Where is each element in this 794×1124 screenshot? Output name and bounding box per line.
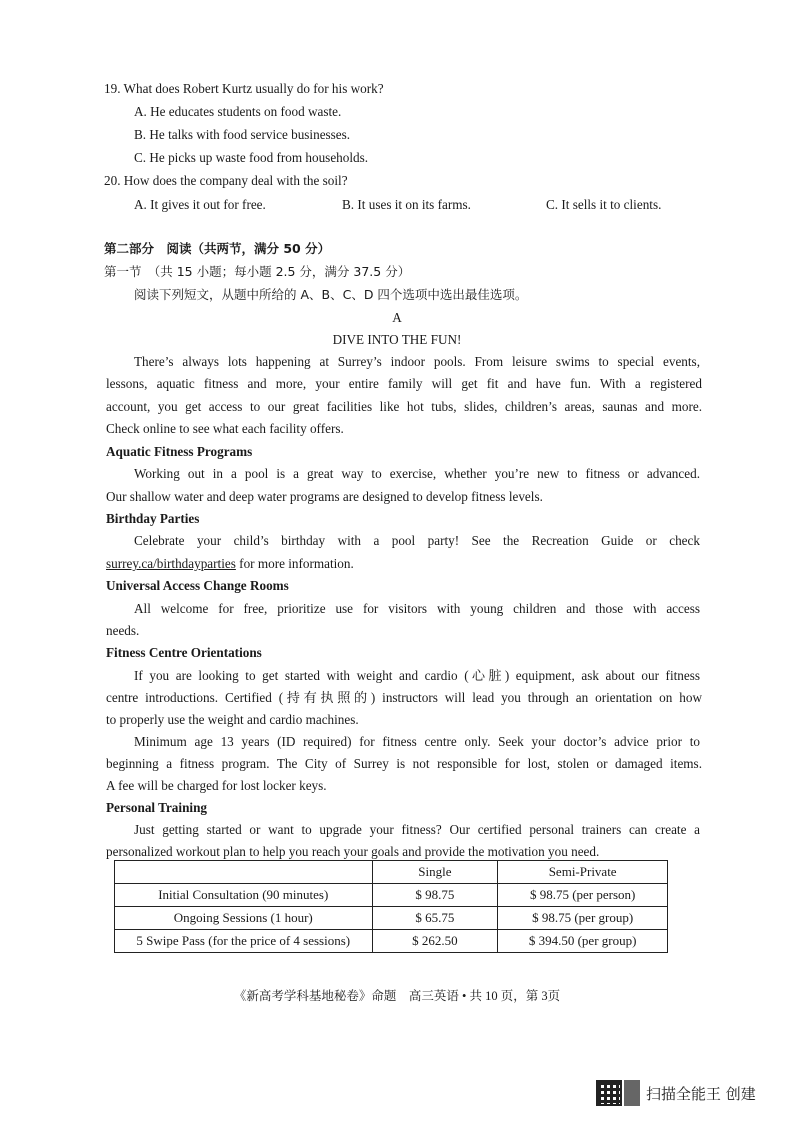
paragraph-line: to properly use the weight and cardio machines. (106, 712, 359, 727)
table-cell: $ 394.50 (per group) (498, 930, 668, 953)
option: C. It sells it to clients. (546, 197, 662, 212)
intro-line: lessons, aquatic fitness and more, your entire family will get fit and have fun. With a registered (106, 376, 702, 391)
option: B. It uses it on its farms. (342, 197, 471, 212)
birthday-link[interactable]: surrey.ca/birthdayparties (106, 556, 236, 571)
question-19 (104, 80, 384, 98)
part-title: 第二部分 阅读（共两节，满分 50 分） (104, 241, 331, 256)
table-header-row (115, 861, 668, 884)
watermark-text: 扫描全能王 创建 (646, 1084, 756, 1103)
table-cell: Initial Consultation (90 minutes) (115, 884, 373, 907)
question-text: What does Robert Kurtz usually do for his work? (123, 81, 384, 96)
paragraph-line: Our shallow water and deep water programs are designed to develop fitness levels. (106, 489, 543, 504)
table-cell: $ 262.50 (372, 930, 498, 953)
option: B. He talks with food service businesses. (134, 127, 351, 142)
paragraph-line: All welcome for free, prioritize use for visitors with young children and those with access (134, 601, 700, 616)
passage-title: DIVE INTO THE FUN! (332, 332, 462, 347)
option: A. It gives it out for free. (134, 197, 266, 212)
section-heading: Fitness Centre Orientations (106, 645, 262, 660)
paragraph-line: needs. (106, 623, 140, 638)
table-row (115, 907, 668, 930)
option: C. He picks up waste food from households. (134, 150, 369, 165)
qr-code-icon (596, 1080, 622, 1106)
intro-line: Check online to see what each facility offers. (106, 421, 344, 436)
question-number: 19. (104, 81, 121, 96)
scanner-watermark (596, 1078, 756, 1108)
paragraph-line: Celebrate your child’s birthday with a pool party! See the Recreation Guide or check (134, 533, 700, 548)
question-number: 20. (104, 173, 121, 188)
paragraph-line: beginning a fitness program. The City of Surrey is not responsible for lost, stolen or damaged items. (106, 756, 702, 771)
question-20 (104, 172, 348, 190)
table-cell: $ 98.75 (372, 884, 498, 907)
table-header (115, 861, 373, 884)
option: A. He educates students on food waste. (134, 104, 342, 119)
paragraph-line: personalized workout plan to help you reach your goals and provide the motivation you need. (106, 844, 600, 859)
app-badge-icon (624, 1080, 640, 1106)
section-heading: Birthday Parties (106, 511, 200, 526)
paragraph-line: A fee will be charged for lost locker keys. (106, 778, 327, 793)
page-footer: 《新高考学科基地秘卷》命题 高三英语 • 共 10 页，第 3页 (233, 989, 561, 1003)
subsection-title: 第一节 （共 15 小题；每小题 2.5 分，满分 37.5 分） (104, 264, 411, 279)
section-heading: Universal Access Change Rooms (106, 578, 289, 593)
paragraph-line (106, 555, 354, 573)
question-text: How does the company deal with the soil? (123, 173, 348, 188)
table-cell: $ 98.75 (per person) (498, 884, 668, 907)
table-cell: 5 Swipe Pass (for the price of 4 sessions) (115, 930, 373, 953)
passage-letter: A (392, 310, 402, 325)
fee-table (114, 860, 668, 953)
instruction: 阅读下列短文，从题中所给的 A、B、C、D 四个选项中选出最佳选项。 (134, 287, 528, 302)
link-suffix: for more information. (235, 556, 354, 571)
paragraph-line: centre introductions. Certified (持有执照的) instructors will lead you through an orientation on how (106, 690, 702, 705)
table-cell: $ 98.75 (per group) (498, 907, 668, 930)
intro-line: There’s always lots happening at Surrey’s indoor pools. From leisure swims to special events, (134, 354, 700, 369)
intro-line: account, you get access to our great facilities like hot tubs, slides, children’s areas, saunas and more. (106, 399, 702, 414)
paragraph-line: Working out in a pool is a great way to exercise, whether you’re new to fitness or advanced. (134, 466, 700, 481)
paragraph-line: Minimum age 13 years (ID required) for fitness centre only. Seek your doctor’s advice prior to (134, 734, 700, 749)
paragraph-line: Just getting started or want to upgrade your fitness? Our certified personal trainers can create a (134, 822, 700, 837)
section-heading: Aquatic Fitness Programs (106, 444, 253, 459)
table-header: Single (372, 861, 498, 884)
paragraph-line: If you are looking to get started with weight and cardio (心脏) equipment, ask about our fitness (134, 668, 700, 683)
table-row (115, 930, 668, 953)
table-header: Semi-Private (498, 861, 668, 884)
table-cell: $ 65.75 (372, 907, 498, 930)
table-row (115, 884, 668, 907)
section-heading: Personal Training (106, 800, 207, 815)
table-cell: Ongoing Sessions (1 hour) (115, 907, 373, 930)
